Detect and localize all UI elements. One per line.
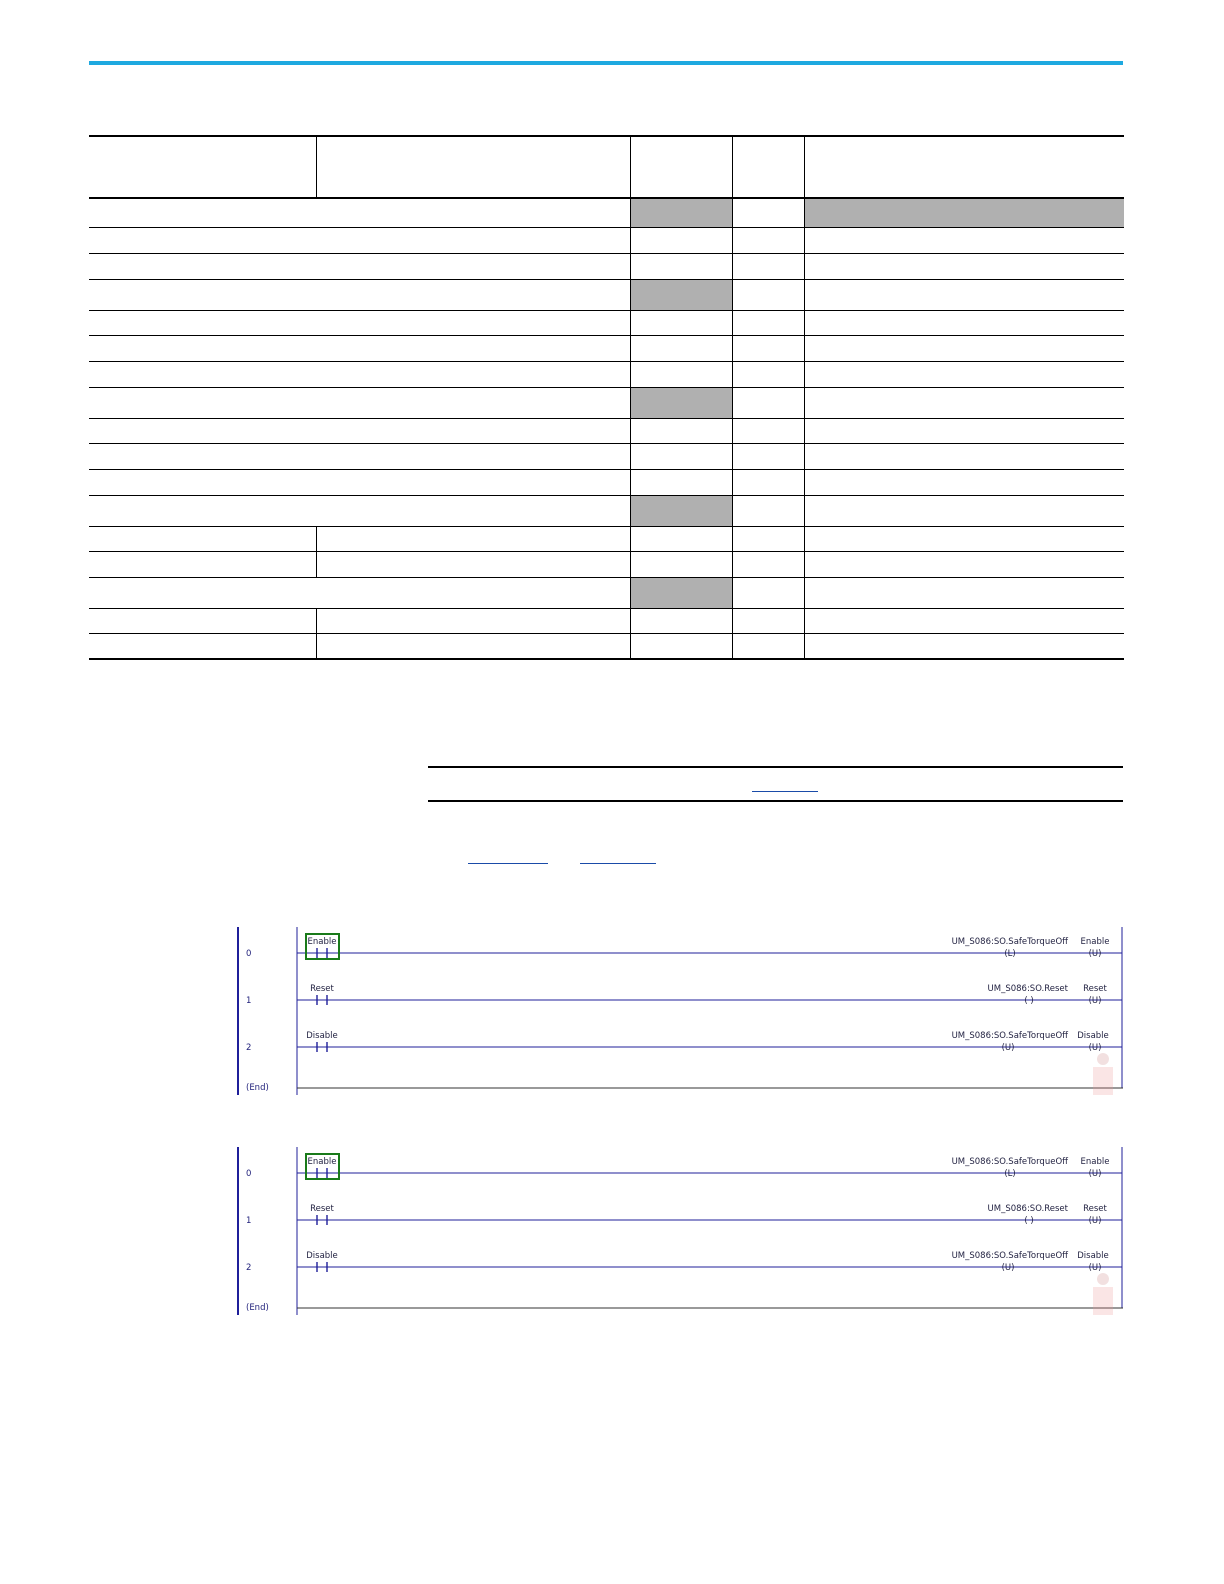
cross-reference-link[interactable] <box>752 791 818 792</box>
table-rule <box>89 335 1124 336</box>
coil-tag: UM_S086:SO.SafeTorqueOff <box>951 937 1068 947</box>
output-tag: Enable <box>1080 1157 1110 1167</box>
table-rule <box>89 361 1124 362</box>
parameter-table <box>89 135 1124 660</box>
end-label: (End) <box>246 1083 269 1093</box>
table-col-rule <box>804 135 805 659</box>
shaded-cell <box>630 279 732 310</box>
output-tag: Enable <box>1080 937 1110 947</box>
rung-number: 1 <box>246 996 252 1006</box>
table-rule <box>89 253 1124 254</box>
header-accent-bar <box>89 61 1123 65</box>
table-rule <box>89 443 1124 444</box>
contact-tag: Disable <box>306 1031 338 1041</box>
ladder-logic-figure <box>237 1147 1124 1315</box>
safety-watermark-icon <box>1093 1053 1113 1095</box>
table-rule <box>89 387 1124 388</box>
ladder-logic-figure <box>237 927 1124 1095</box>
cross-reference-link[interactable] <box>468 863 548 864</box>
safety-watermark-icon <box>1093 1273 1113 1315</box>
shaded-cell <box>630 577 732 608</box>
end-label: (End) <box>246 1303 269 1313</box>
table-col-rule <box>316 608 317 659</box>
table-rule <box>89 608 1124 609</box>
table-rule <box>89 310 1124 311</box>
note-bottom-rule <box>428 800 1123 802</box>
table-col-rule <box>316 526 317 577</box>
table-rule <box>89 495 1124 496</box>
output-tag: Reset <box>1083 984 1107 994</box>
rung-number: 2 <box>246 1043 252 1053</box>
output-symbol[interactable]: (U) <box>1088 1216 1102 1226</box>
table-col-rule <box>316 135 317 197</box>
table-rule <box>89 418 1124 419</box>
contact-tag: Reset <box>310 984 334 994</box>
table-rule <box>89 469 1124 470</box>
rung-number: 2 <box>246 1263 252 1273</box>
table-col-rule <box>630 135 631 659</box>
rung-number: 1 <box>246 1216 252 1226</box>
output-tag: Reset <box>1083 1204 1107 1214</box>
shaded-cell <box>630 198 732 227</box>
note-top-rule <box>428 766 1123 768</box>
coil-symbol[interactable]: (L) <box>1004 949 1016 959</box>
table-col-rule <box>732 135 733 659</box>
table-rule <box>89 197 1124 199</box>
coil-tag: UM_S086:SO.SafeTorqueOff <box>951 1031 1068 1041</box>
output-symbol[interactable]: (U) <box>1088 1169 1102 1179</box>
coil-symbol[interactable]: ( ) <box>1024 996 1034 1006</box>
table-rule <box>89 227 1124 228</box>
output-tag: Disable <box>1077 1031 1109 1041</box>
contact-tag: Disable <box>306 1251 338 1261</box>
table-rule <box>89 658 1124 660</box>
contact-tag: Enable <box>307 937 337 947</box>
contact-tag: Enable <box>307 1157 337 1167</box>
table-rule <box>89 633 1124 634</box>
output-symbol[interactable]: (U) <box>1088 1043 1102 1053</box>
shaded-cell <box>805 198 1124 227</box>
coil-tag: UM_S086:SO.Reset <box>987 1204 1068 1214</box>
coil-tag: UM_S086:SO.Reset <box>987 984 1068 994</box>
contact-tag: Reset <box>310 1204 334 1214</box>
output-symbol[interactable]: (U) <box>1088 1263 1102 1273</box>
coil-tag: UM_S086:SO.SafeTorqueOff <box>951 1251 1068 1261</box>
coil-symbol[interactable]: (U) <box>1001 1263 1015 1273</box>
table-rule <box>89 577 1124 578</box>
rung-number: 0 <box>246 1169 252 1179</box>
coil-tag: UM_S086:SO.SafeTorqueOff <box>951 1157 1068 1167</box>
table-rule <box>89 526 1124 527</box>
output-tag: Disable <box>1077 1251 1109 1261</box>
table-rule <box>89 135 1124 137</box>
cross-reference-link[interactable] <box>580 863 656 864</box>
shaded-cell <box>630 387 732 418</box>
table-rule <box>89 551 1124 552</box>
shaded-cell <box>630 495 732 526</box>
coil-symbol[interactable]: (U) <box>1001 1043 1015 1053</box>
table-rule <box>89 279 1124 280</box>
coil-symbol[interactable]: (L) <box>1004 1169 1016 1179</box>
coil-symbol[interactable]: ( ) <box>1024 1216 1034 1226</box>
rung-number: 0 <box>246 949 252 959</box>
output-symbol[interactable]: (U) <box>1088 949 1102 959</box>
output-symbol[interactable]: (U) <box>1088 996 1102 1006</box>
